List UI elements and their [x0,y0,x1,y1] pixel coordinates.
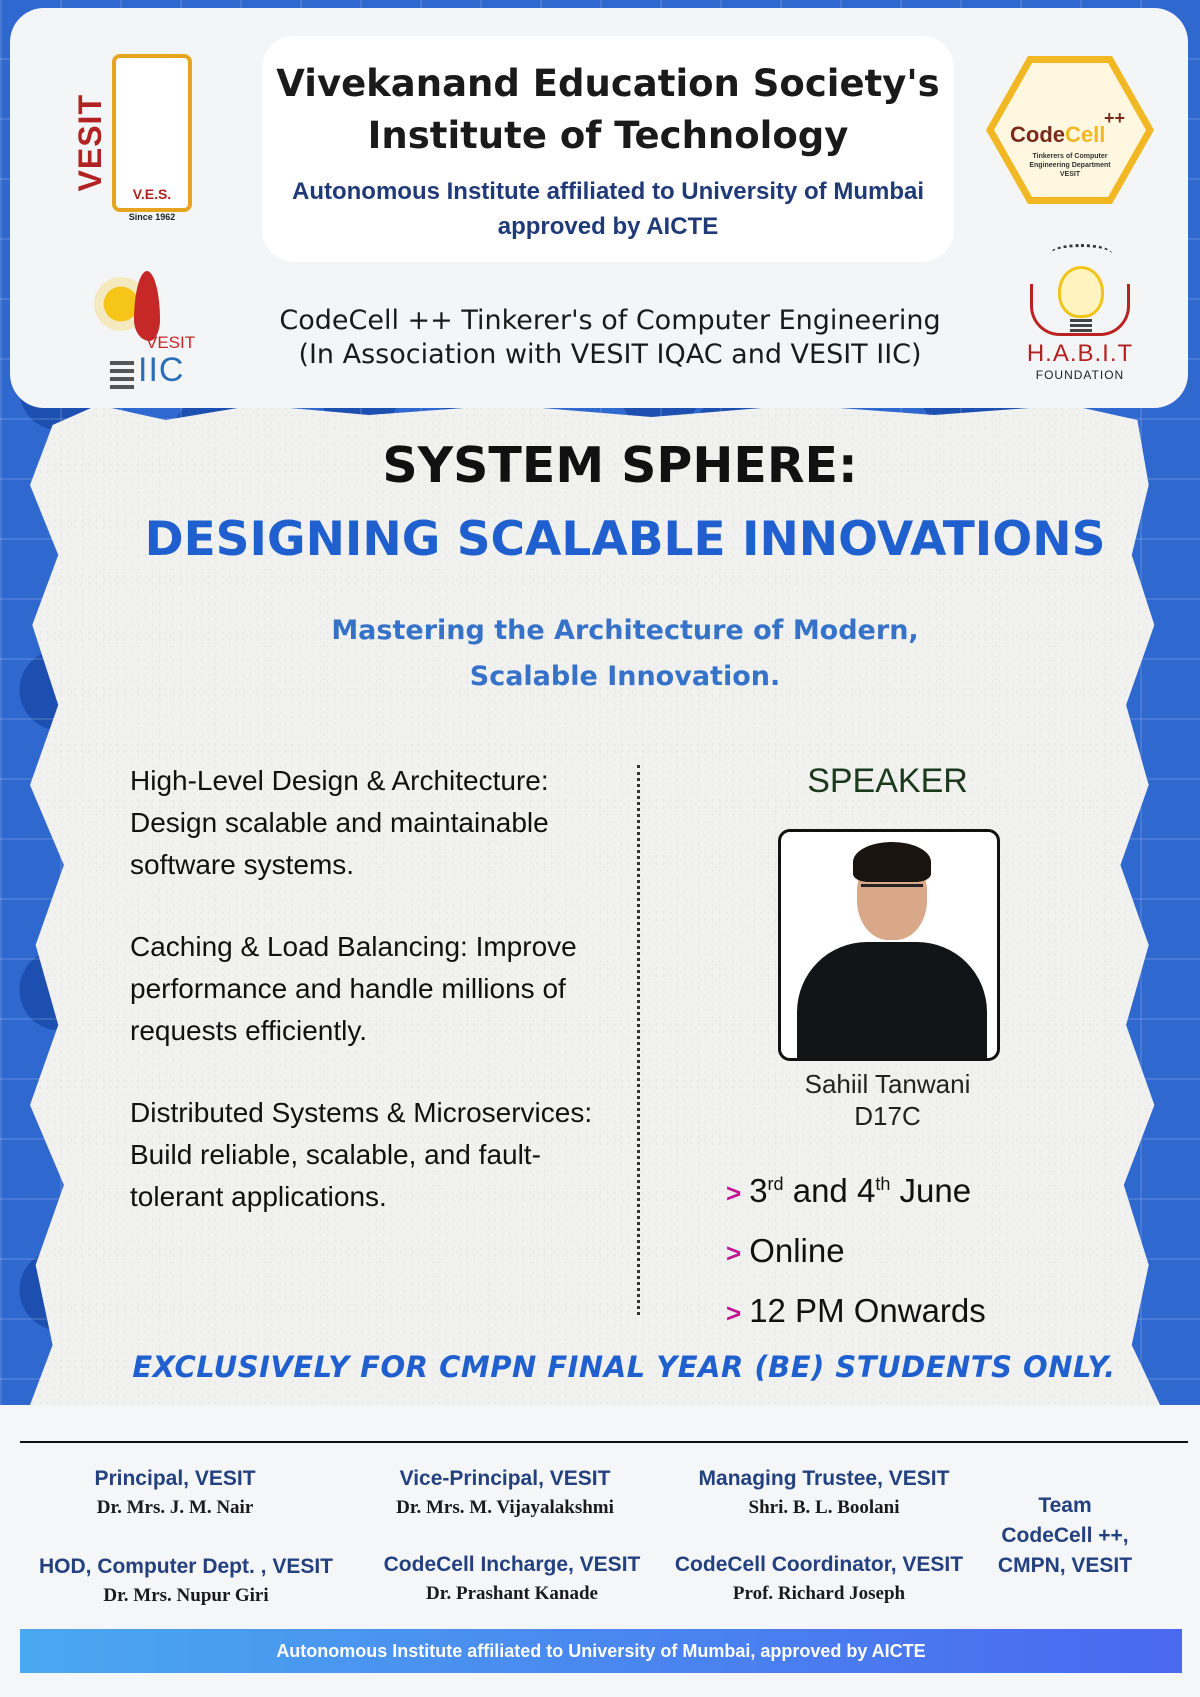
association-line1: CodeCell ++ Tinkerer's of Computer Engineering [279,305,941,336]
trustee-name: Shri. B. L. Boolani [748,1497,900,1518]
tagline-line2: Scalable Innovation. [469,661,781,692]
vp-name: Dr. Mrs. M. Vijayalakshmi [396,1497,614,1518]
association-line2: (In Association with VESIT IQAC and VESIT IIC) [298,339,922,370]
speaker-heading: SPEAKER [807,762,968,800]
mode-text: Online [749,1232,845,1269]
event-mode [726,1222,1026,1282]
since-text: Since 1962 [128,212,176,222]
footer-team [960,1491,1170,1581]
arrow-icon: > [726,1298,742,1328]
footer-divider [20,1441,1188,1443]
spring-icon [110,359,134,389]
footer-affiliation-bar: Autonomous Institute affiliated to University of Mumbai, approved by AICTE [20,1629,1182,1673]
speaker-class: D17C [854,1101,921,1131]
team-line3: CMPN, VESIT [997,1554,1133,1577]
codecell-code: Code [1010,122,1065,147]
speaker-glasses [861,884,923,898]
eligibility-note: EXCLUSIVELY FOR CMPN FINAL YEAR (BE) STUDENTS ONLY. [132,1350,1116,1384]
institute-title-box [262,36,954,262]
speaker-name: Sahiil Tanwani [804,1069,971,1099]
dotted-divider [637,765,640,1315]
codecell-logo-text [1010,122,1105,148]
footer [0,1405,1200,1697]
speaker-info [760,1068,1015,1132]
event-time [726,1282,1026,1342]
time-text: 12 PM Onwards [749,1292,986,1329]
codecell-logo [986,56,1154,204]
team-line1: Team [1038,1494,1092,1517]
hod-role: HOD, Computer Dept. , VESIT [38,1555,334,1578]
iic-vesit-text: VESIT [146,333,196,352]
institute-name-line2: Institute of Technology [367,114,849,157]
trustee-role: Managing Trustee, VESIT [698,1467,950,1490]
footer-hod [36,1553,336,1611]
iic-text: IIC [138,351,185,389]
event-date [726,1155,1026,1222]
lightbulb-icon [1058,266,1104,318]
topic-item: High-Level Design & Architecture: Design scalable and maintainable software systems. [130,765,549,880]
date-sup2: th [875,1174,891,1194]
ves-text: V.E.S. [132,186,172,202]
codecell-plus: ++ [1104,108,1126,128]
coordinator-name: Prof. Richard Joseph [732,1583,906,1604]
event-title: SYSTEM SPHERE: [382,437,858,494]
footer-principal [25,1465,325,1523]
affiliation-line2: approved by AICTE [497,213,719,240]
codecell-cell: Cell [1065,122,1106,147]
date-mid: and 4 [783,1172,876,1209]
habit-name: H.A.B.I.T [1026,340,1134,367]
vesit-shield [112,54,192,212]
topic-item: Caching & Load Balancing: Improve performance and handle millions of requests efficiently. [130,931,577,1046]
footer-coordinator [659,1551,979,1609]
speaker-hoodie [797,942,987,1061]
footer-incharge [362,1551,662,1609]
topic-item: Distributed Systems & Microservices: Build reliable, scalable, and fault-tolerant applications. [130,1097,593,1212]
flame-icon [134,271,160,341]
arrow-icon: > [726,1178,742,1208]
speaker-photo [778,829,1000,1061]
vesit-iic-logo [86,263,206,388]
light-rays-icon [1050,244,1112,264]
codecell-subtitle: Tinkerers of Computer Engineering Department VESIT [1029,153,1111,178]
header-card [10,8,1188,408]
incharge-role: CodeCell Incharge, VESIT [383,1553,641,1576]
habit-foundation-logo [1020,244,1140,384]
vp-role: Vice-Principal, VESIT [399,1467,611,1490]
event-details [726,1155,1026,1342]
incharge-name: Dr. Prashant Kanade [426,1583,598,1604]
coordinator-role: CodeCell Coordinator, VESIT [674,1553,964,1576]
footer-vice-principal [355,1465,655,1523]
date-sup1: rd [767,1174,784,1194]
hod-name: Dr. Mrs. Nupur Giri [103,1585,269,1606]
habit-foundation-text: FOUNDATION [1035,368,1125,382]
footer-trustee [674,1465,974,1523]
vesit-logo [72,54,197,224]
bulb-base-icon [1070,318,1092,332]
event-subtitle: DESIGNING SCALABLE INNOVATIONS [144,512,1106,567]
principal-name: Dr. Mrs. J. M. Nair [96,1497,254,1518]
institute-name-line1: Vivekanand Education Society's [276,62,940,105]
vesit-logo-text: VESIT [72,94,108,192]
affiliation-line1: Autonomous Institute affiliated to University of Mumbai [291,178,924,205]
arrow-icon: > [726,1238,742,1268]
team-line2: CodeCell ++, [1001,1524,1129,1547]
date-month: June [890,1172,972,1209]
date-day1: 3 [749,1172,768,1209]
tagline-line1: Mastering the Architecture of Modern, [331,615,919,646]
association-text [210,304,1010,372]
event-tagline [0,608,1200,700]
speaker-hair [853,842,931,882]
topics-list [130,760,630,1258]
principal-role: Principal, VESIT [94,1467,256,1490]
